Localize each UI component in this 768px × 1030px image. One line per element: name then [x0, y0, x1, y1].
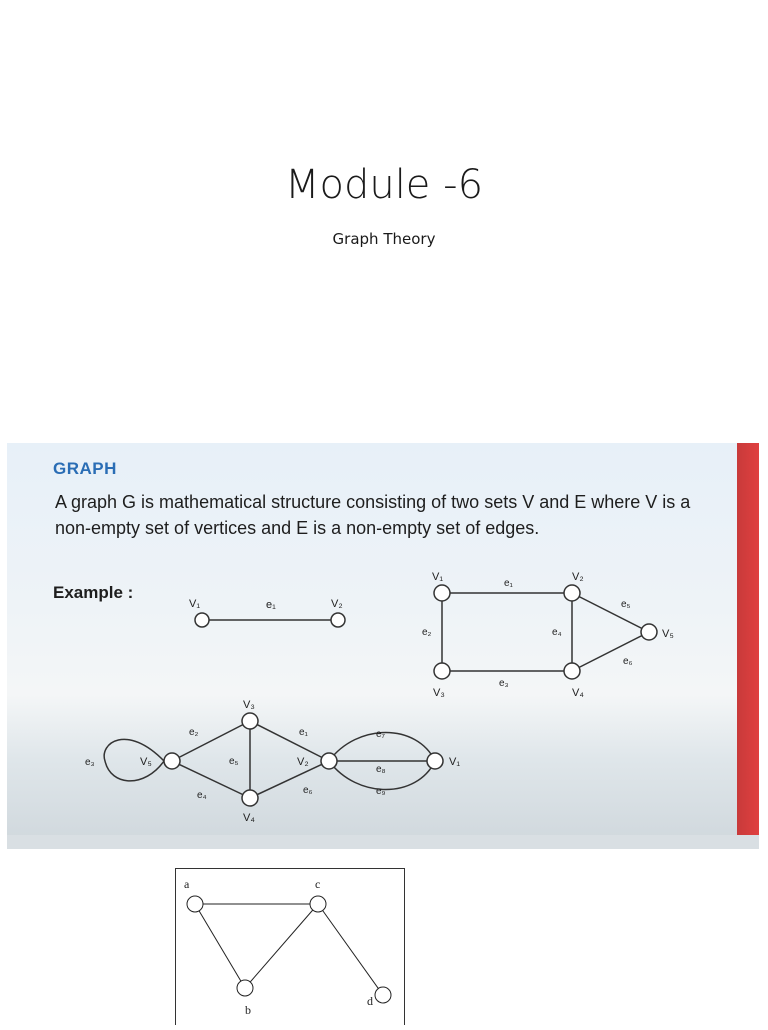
label-v2: V₂ — [331, 598, 343, 610]
vertex-v4 — [564, 663, 580, 679]
g3-label-v4: V₄ — [243, 812, 255, 824]
label-a: a — [184, 877, 190, 891]
vertex-d — [375, 987, 391, 1003]
page-subtitle: Graph Theory — [332, 230, 436, 248]
g2-label-v4: V₄ — [572, 687, 584, 699]
vertex-v2 — [564, 585, 580, 601]
vertex-a — [187, 896, 203, 912]
slide-heading: GRAPH — [53, 459, 117, 478]
vertex-v1 — [195, 613, 209, 627]
graph-abcd-diagram — [176, 869, 404, 1025]
vertex-v3 — [242, 713, 258, 729]
g2-label-e1: e₁ — [504, 578, 513, 589]
g2-label-v3: V₃ — [433, 687, 445, 699]
vertex-v1 — [427, 753, 443, 769]
g3-label-v3: V₃ — [243, 699, 255, 711]
g3-label-e3: e₃ — [85, 757, 95, 768]
vertex-c — [310, 896, 326, 912]
graph-diagrams — [7, 443, 759, 849]
g2-label-v5: V₅ — [662, 628, 674, 640]
graph-definition: A graph G is mathematical structure consisting of two sets V and E where V is a non-empty set of vertices and E is a non-empty set of edges. — [55, 492, 691, 538]
g3-label-e2: e₂ — [189, 727, 199, 738]
g2-label-v2: V₂ — [572, 571, 584, 583]
g3-label-e1: e₁ — [299, 727, 308, 738]
label-c: c — [315, 877, 321, 891]
g2-label-e6: e₆ — [623, 656, 633, 667]
g2-label-e3: e₃ — [499, 678, 509, 689]
g2-label-e2: e₂ — [422, 627, 432, 638]
graph-single-edge — [195, 613, 345, 627]
label-d: d — [367, 994, 373, 1008]
vertex-v5 — [164, 753, 180, 769]
example-label: Example : — [53, 583, 134, 602]
vertex-v3 — [434, 663, 450, 679]
g3-label-e4: e₄ — [197, 790, 207, 801]
g3-label-v1: V₁ — [449, 756, 461, 768]
g3-label-e7: e₇ — [376, 729, 385, 740]
g2-label-e5: e₅ — [621, 599, 631, 610]
vertex-b — [237, 980, 253, 996]
label-b: b — [245, 1003, 251, 1017]
g3-label-e5: e₅ — [229, 756, 239, 767]
g3-label-e8: e₈ — [376, 764, 386, 775]
graph-figure-abcd — [175, 868, 405, 1025]
g3-label-v5: V₅ — [140, 756, 152, 768]
g3-label-e6: e₆ — [303, 785, 313, 796]
g2-label-e4: e₄ — [552, 627, 562, 638]
vertex-v5 — [641, 624, 657, 640]
label-e1: e₁ — [266, 599, 276, 611]
g3-label-v2: V₂ — [297, 756, 309, 768]
g3-label-e9: e₉ — [376, 786, 386, 797]
graph-multigraph — [104, 713, 443, 806]
vertex-v1 — [434, 585, 450, 601]
graph-slide-screenshot — [7, 443, 759, 849]
g2-label-v1: V₁ — [432, 571, 444, 583]
vertex-v4 — [242, 790, 258, 806]
vertex-v2 — [321, 753, 337, 769]
page-title: Module -6 — [284, 162, 484, 208]
label-v1: V₁ — [189, 598, 201, 610]
vertex-v2 — [331, 613, 345, 627]
